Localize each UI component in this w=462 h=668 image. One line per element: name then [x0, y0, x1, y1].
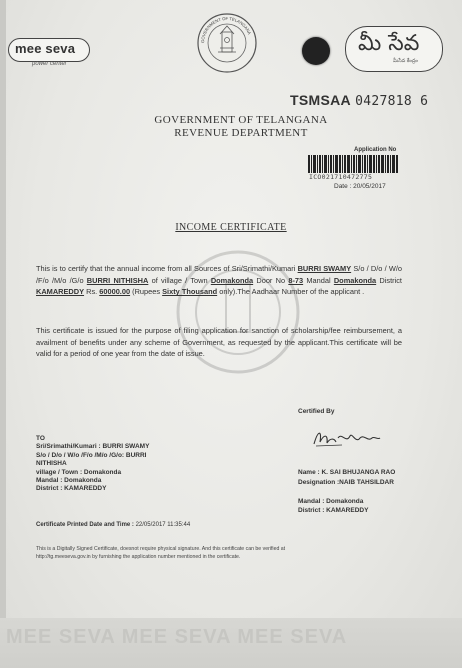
meeseva-logo-right: [345, 26, 441, 74]
telangana-emblem-icon: [196, 12, 258, 74]
emblem-ring-text: GOVERNMENT OF TELANGANA: [199, 15, 253, 44]
printed-value: 22/05/2017 11:35:44: [135, 522, 191, 528]
recipient-village: village / Town : Domakonda: [36, 468, 122, 476]
serial-number: [290, 92, 428, 109]
recipient-relation-cont: NITHISHA: [36, 460, 67, 468]
printed-label: Certificate Printed Date and Time :: [36, 522, 136, 528]
scan-edge: [0, 0, 6, 668]
meeseva-logo-sub: power center: [32, 61, 67, 67]
income-amount-words: Sixty Thousand: [162, 287, 218, 297]
p1-text-3: of village / Town: [148, 275, 211, 285]
date-label: Date :: [334, 183, 354, 190]
serial-code: TSMSAA: [290, 92, 351, 108]
application-no-label: Application No: [354, 147, 397, 153]
meeseva-telugu-oval: [345, 26, 443, 72]
signatory-name: Name : K. SAI BHUJANGA RAO: [298, 469, 396, 476]
certificate-paragraph-1: [36, 263, 402, 298]
disclaimer-line-1: This is a Digitally Signed Certificate, doesnot require physical signature. And this certificate can be verified at: [36, 546, 286, 552]
recipient-name: Sri/Srimathi/Kumari : BURRI SWAMY: [36, 443, 150, 451]
meeseva-telugu-text: మీ సేవ: [358, 31, 420, 56]
barcode-icon: [308, 155, 398, 173]
recipient-mandal: Mandal : Domakonda: [36, 477, 102, 485]
signatory-designation: Designation :NAIB TAHSILDAR: [298, 479, 394, 486]
relation-name: BURRI NITHISHA: [86, 275, 149, 285]
application-date: [334, 183, 386, 190]
digital-signature-disclaimer: [36, 545, 376, 561]
department-name: REVENUE DEPARTMENT: [174, 127, 308, 139]
recipient-district: District : KAMAREDDY: [36, 485, 107, 493]
signatory-location-block: [298, 497, 368, 515]
recipient-relation: S/o / D/o / W/o /F/o /M/o /G/o: BURRI: [36, 451, 147, 459]
mandal-name: Domakonda: [333, 275, 377, 285]
signature-icon: [312, 426, 382, 450]
district-name: KAMAREDDY: [36, 287, 85, 297]
meeseva-logo-text: mee seva: [15, 41, 76, 56]
printed-datetime: [36, 522, 190, 528]
p1-text-1: This is to certify that the annual income from all Sources of Sri/Srimathi/Kumari: [36, 264, 298, 273]
date-value: 20/05/2017: [353, 183, 386, 190]
village-name: Domakonda: [210, 275, 254, 285]
door-number: 8-73: [288, 275, 304, 285]
certificate-title: [0, 222, 462, 233]
disclaimer-line-2: http://tg.meeseva.gov.in by furnishing the application number mentioned in the certificate.: [36, 554, 241, 561]
certificate-title-text: INCOME CERTIFICATE: [175, 222, 287, 233]
p1-text-2: S/o / D/o / W/o /F/o /M/o /G/o: [36, 264, 402, 285]
p1-text-5: Mandal: [303, 275, 334, 285]
p1-text-6: District: [376, 275, 402, 285]
meeseva-logo-left: [8, 32, 88, 68]
to-label: TO: [36, 435, 45, 442]
signatory-mandal: Mandal : Domakonda: [298, 498, 364, 505]
meeseva-logo-pill: [8, 38, 90, 62]
certified-by-label: Certified By: [298, 408, 335, 415]
applicant-name: BURRI SWAMY: [297, 264, 352, 273]
signatory-district: District : KAMAREDDY: [298, 507, 369, 514]
hologram-seal-icon: [302, 37, 330, 65]
p1-text-7: Rs.: [84, 287, 100, 297]
recipient-block: [36, 435, 149, 494]
p1-text-8: (Rupees: [130, 287, 163, 297]
footer-watermark: MEE SEVA MEE SEVA MEE SEVA: [6, 626, 348, 648]
signatory-block: [298, 468, 395, 488]
government-name: GOVERNMENT OF TELANGANA: [154, 114, 328, 126]
p1-text-4: Door No: [253, 275, 289, 285]
meeseva-telugu-sub: మీసేవ కేంద్రం: [393, 58, 418, 64]
certificate-paragraph-2: This certificate is issued for the purpose of filing application for sanction of scholarship/fee reimbursement, a availment of benefits under any scheme of Government, as requested by the applicant.This certificate will be valid for a period of one year from the date of issue.: [36, 326, 402, 359]
income-amount: 60000.00: [99, 287, 131, 297]
p1-text-9: only).The Aadhaar Number of the applicant .: [217, 287, 365, 297]
serial-digits: 0427818 6: [355, 94, 429, 109]
application-number: ICO021710472775: [309, 173, 373, 181]
